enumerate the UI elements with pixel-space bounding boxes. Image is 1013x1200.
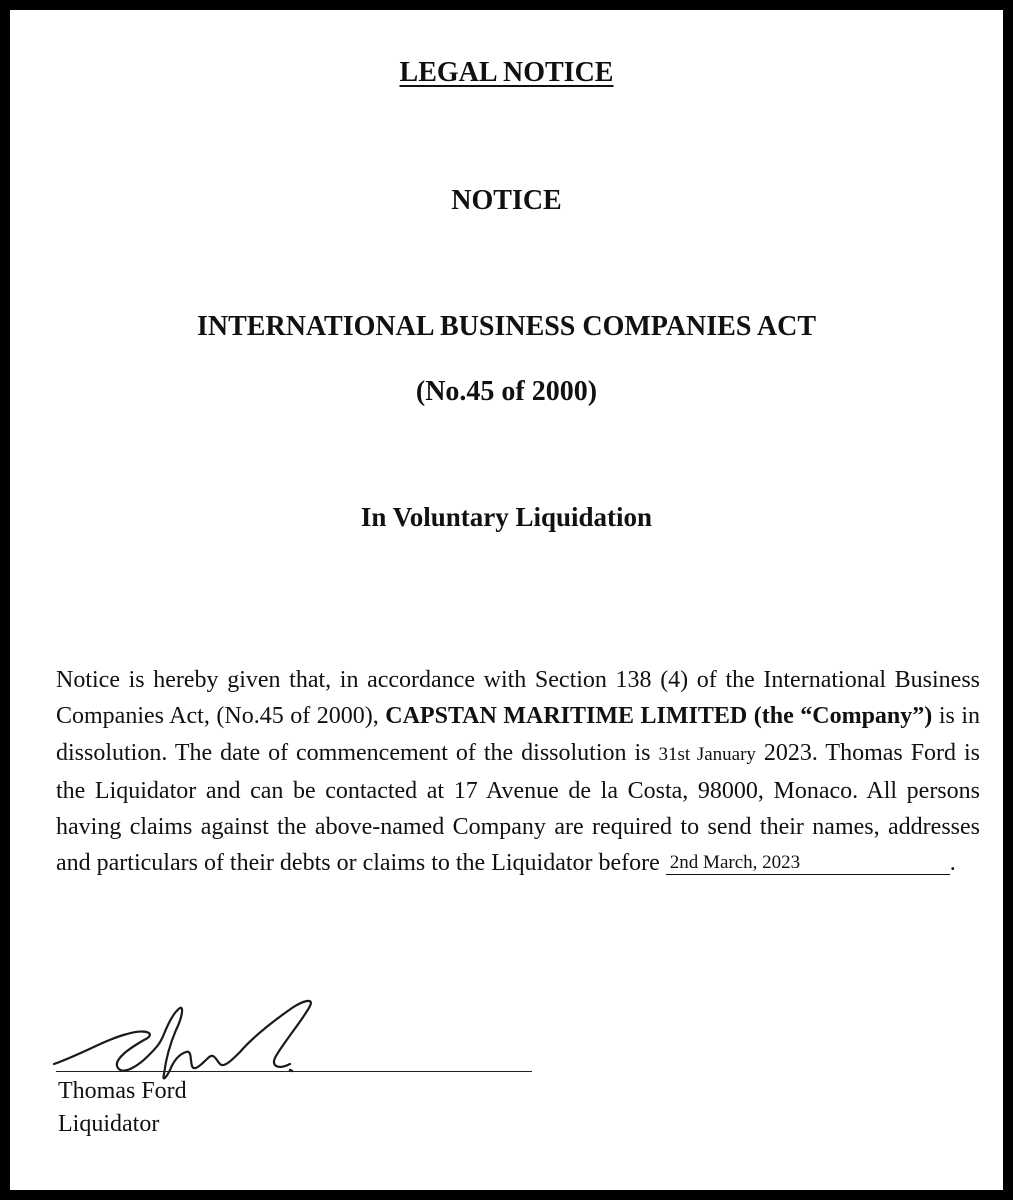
notice-heading: NOTICE xyxy=(451,185,562,216)
commencement-date-fill: 31st January xyxy=(658,743,756,765)
claims-deadline-fill: 2nd March, 2023 xyxy=(666,852,950,875)
liquidation-status: In Voluntary Liquidation xyxy=(360,502,653,532)
liquidator-name: Thomas Ford xyxy=(58,1078,187,1104)
liquidator-role: Liquidator xyxy=(58,1111,160,1137)
notice-body xyxy=(56,662,980,882)
notice-text-part1: Notice is hereby given that, in accordance with Section 138 (4) of the International Business Companies Act, (No.45 of 2000), xyxy=(56,667,980,730)
notice-text-part2: is in dissolution. The date of commencement of the dissolution is xyxy=(56,703,981,766)
company-name: CAPSTAN MARITIME LIMITED (the “Company”) xyxy=(385,703,933,730)
signature-line xyxy=(56,1071,532,1072)
legal-notice-heading: LEGAL NOTICE xyxy=(399,57,614,88)
act-number: (No.45 of 2000) xyxy=(415,376,598,407)
act-title: INTERNATIONAL BUSINESS COMPANIES ACT xyxy=(197,311,816,342)
end-punctuation: . xyxy=(949,850,956,877)
notice-text-part3: 2023. Thomas Ford is the Liquidator and can be contacted at 17 Avenue de la Costa, 98000, Monaco. All persons having claims against the above-named Company are required to send their names, addresses and particulars of their debts or claims to the Liquidator before xyxy=(56,739,981,877)
